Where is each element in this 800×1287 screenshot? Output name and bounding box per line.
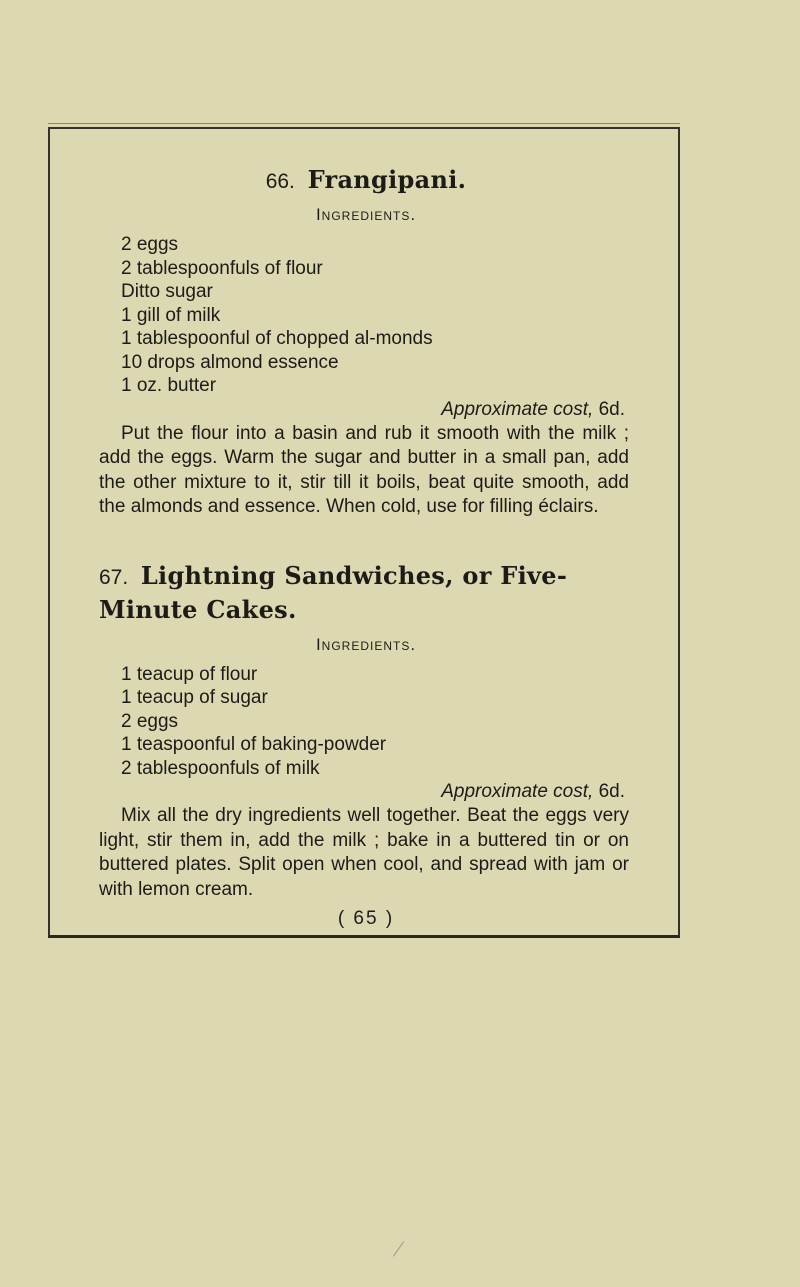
page-number: ( 65 ) bbox=[337, 908, 395, 929]
method-text: Mix all the dry ingredients well together. Beat the eggs very light, stir them in, add the milk ; bake in a buttered tin or on buttered plates. Split open when cool, and spread with jam or with lemon cream. bbox=[99, 805, 629, 900]
ingredient-item: 1 teacup of sugar bbox=[121, 687, 268, 708]
cost-label: Approximate cost, bbox=[441, 781, 594, 802]
page-edge-rule bbox=[48, 123, 680, 124]
page-content bbox=[99, 165, 633, 932]
recipe-lightning-sandwiches bbox=[99, 560, 633, 903]
cost-value: 6d. bbox=[598, 781, 625, 802]
ingredient-item: 1 oz. butter bbox=[121, 375, 217, 396]
recipe-number: 67. bbox=[99, 565, 129, 589]
ingredient-item: 2 tablespoonfuls of milk bbox=[121, 757, 320, 779]
cost-value: 6d. bbox=[598, 398, 625, 420]
recipe-frangipani bbox=[99, 165, 633, 520]
recipe-name: Lightning Sandwiches, or Five-Minute Cakes. bbox=[99, 560, 568, 624]
ingredient-item: Ditto sugar bbox=[121, 281, 213, 302]
pencil-mark bbox=[393, 1241, 404, 1256]
ingredient-item: 1 teaspoonful of baking-powder bbox=[121, 734, 387, 755]
ingredient-item: 1 tablespoonful of chopped al-monds bbox=[121, 328, 433, 349]
recipe-title bbox=[99, 560, 633, 627]
ingredient-list bbox=[99, 233, 633, 398]
ingredients-heading: Ingredients. bbox=[315, 634, 417, 654]
recipe-name: Frangipani. bbox=[307, 165, 467, 194]
ingredient-item: 2 eggs bbox=[121, 234, 179, 255]
cost-label: Approximate cost, bbox=[441, 398, 594, 420]
ingredients-heading: Ingredients. bbox=[315, 205, 417, 224]
ingredient-item: 2 tablespoonfuls of flour bbox=[121, 257, 323, 279]
recipe-number: 66. bbox=[265, 170, 295, 193]
approximate-cost bbox=[99, 780, 633, 804]
ingredient-item: 2 eggs bbox=[121, 710, 179, 732]
method-text: Put the flour into a basin and rub it smooth with the milk ; add the eggs. Warm the sugar and butter in a small pan, add the other mixture to it, stir till it boils, beat quite smooth, add the almonds and essence. When cold, use for filling éclairs. bbox=[99, 422, 629, 517]
ingredient-item: 1 gill of milk bbox=[121, 304, 221, 326]
ingredient-item: 1 teacup of flour bbox=[121, 663, 258, 685]
ingredient-item: 10 drops almond essence bbox=[121, 351, 339, 373]
recipe-title bbox=[99, 165, 633, 197]
approximate-cost bbox=[99, 398, 633, 422]
ingredient-list bbox=[99, 663, 633, 781]
